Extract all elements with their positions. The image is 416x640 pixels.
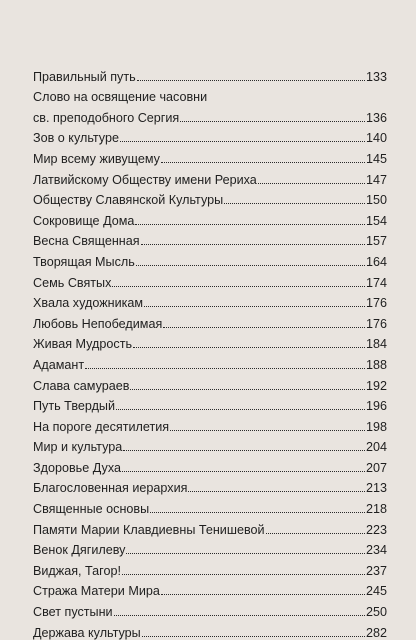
toc-entry [33, 495, 387, 516]
toc-entry-page: 188 [365, 357, 387, 372]
toc-entry-title: Держава культуры [33, 625, 141, 640]
toc-entry [33, 557, 387, 578]
dot-leader [141, 244, 365, 245]
toc-entry-title: Латвийскому Обществу имени Рериха [33, 172, 257, 187]
toc-entry-title: Свет пустыни [33, 605, 113, 620]
toc-entry-title: Живая Мудрость [33, 337, 133, 352]
toc-entry [33, 516, 387, 537]
toc-entry-page: 237 [365, 563, 387, 578]
toc-entry [33, 290, 387, 311]
toc-entry-page: 207 [365, 460, 387, 475]
toc-entry-page: 234 [365, 543, 387, 558]
toc-entry-page: 157 [365, 234, 387, 249]
toc-entry-title: Виджая, Тагор! [33, 563, 121, 578]
toc-entry [33, 619, 387, 640]
toc-entry-page: 136 [365, 110, 387, 125]
dot-leader [123, 450, 365, 451]
toc-entry-title: Правильный путь [33, 69, 136, 84]
toc-entry [33, 145, 387, 166]
toc-entry-title: Сокровище Дома [33, 213, 135, 228]
toc-entry [33, 578, 387, 599]
toc-entry-title: Семь Святых [33, 275, 112, 290]
toc-entry-title: На пороге десятилетия [33, 419, 170, 434]
dot-leader [135, 224, 365, 225]
toc-entry-page: 198 [365, 419, 387, 434]
dot-leader [144, 306, 365, 307]
toc-entry-title: Священные основы [33, 502, 150, 517]
toc-entry-page: 150 [365, 193, 387, 208]
toc-entry-page: 174 [365, 275, 387, 290]
dot-leader [133, 347, 365, 348]
dot-leader [142, 636, 365, 637]
toc-entry [33, 537, 387, 558]
toc-entry-page: 192 [365, 378, 387, 393]
dot-leader [161, 162, 365, 163]
dot-leader [120, 141, 365, 142]
toc-entry-title: Благословенная иерархия [33, 481, 188, 496]
toc-entry-page: 245 [365, 584, 387, 599]
dot-leader [116, 409, 365, 410]
toc-entry [33, 187, 387, 208]
toc-entry [33, 351, 387, 372]
toc-entry-page: 196 [365, 399, 387, 414]
toc-entry [33, 63, 387, 84]
toc-entry-page: 147 [365, 172, 387, 187]
toc-entry [33, 84, 387, 105]
dot-leader [163, 327, 365, 328]
toc-entry-title: Адамант [33, 357, 85, 372]
dot-leader [122, 574, 365, 575]
toc-entry [33, 434, 387, 455]
toc-entry-title: Весна Священная [33, 234, 140, 249]
toc-entry [33, 269, 387, 290]
toc-entry [33, 413, 387, 434]
toc-entry [33, 125, 387, 146]
toc-entry-page: 176 [365, 316, 387, 331]
toc-entry-page: 223 [365, 522, 387, 537]
dot-leader [130, 389, 365, 390]
toc-entry-title: Здоровье Духа [33, 460, 121, 475]
dot-leader [136, 265, 365, 266]
toc-entry [33, 598, 387, 619]
dot-leader [161, 594, 365, 595]
toc-entry-page: 218 [365, 502, 387, 517]
toc-entry-title: Памяти Марии Клавдиевны Тенишевой [33, 522, 265, 537]
toc-entry-page: 184 [365, 337, 387, 352]
toc-entry-title: Обществу Славянской Культуры [33, 193, 224, 208]
toc-entry-title: Путь Твердый [33, 399, 116, 414]
toc-entry-page: 154 [365, 213, 387, 228]
toc-entry-page: 133 [365, 69, 387, 84]
toc-entry [33, 372, 387, 393]
dot-leader [114, 615, 365, 616]
dot-leader [85, 368, 365, 369]
dot-leader [150, 512, 365, 513]
toc-entry [33, 331, 387, 352]
dot-leader [188, 491, 365, 492]
toc-entry [33, 393, 387, 414]
toc-entry-title: Венок Дягилеву [33, 543, 126, 558]
toc-entry [33, 248, 387, 269]
toc-entry-title: Мир и культура [33, 440, 123, 455]
toc-entry-title: Зов о культуре [33, 131, 119, 146]
toc-entry [33, 104, 387, 125]
toc-entry-page: 176 [365, 296, 387, 311]
toc-entry [33, 454, 387, 475]
toc-entry [33, 228, 387, 249]
toc-entry-title: Слава самураев [33, 378, 130, 393]
toc-entry-title: Любовь Непобедимая [33, 316, 163, 331]
toc-entry [33, 310, 387, 331]
toc-entry-page: 204 [365, 440, 387, 455]
toc-entry [33, 207, 387, 228]
dot-leader [137, 80, 365, 81]
toc-entry [33, 166, 387, 187]
toc-entry-title: св. преподобного Сергия [33, 110, 180, 125]
toc-entry-title: Мир всему живущему [33, 151, 160, 166]
toc-entry-title: Стража Матери Мира [33, 584, 160, 599]
toc-entry-title: Творящая Мысль [33, 254, 135, 269]
toc-entry-title: Хвала художникам [33, 296, 144, 311]
dot-leader [112, 286, 365, 287]
toc-entry-page: 140 [365, 131, 387, 146]
dot-leader [180, 121, 365, 122]
dot-leader [224, 203, 365, 204]
dot-leader [266, 533, 365, 534]
toc-entry-page: 145 [365, 151, 387, 166]
dot-leader [126, 553, 365, 554]
dot-leader [258, 183, 365, 184]
toc-entry-title: Слово на освящение часовни [33, 90, 208, 105]
dot-leader [122, 471, 365, 472]
toc-entry-page: 282 [365, 625, 387, 640]
table-of-contents [33, 63, 387, 640]
toc-entry-page: 213 [365, 481, 387, 496]
toc-entry [33, 475, 387, 496]
toc-entry-page: 250 [365, 605, 387, 620]
toc-entry-page: 164 [365, 254, 387, 269]
dot-leader [170, 430, 365, 431]
